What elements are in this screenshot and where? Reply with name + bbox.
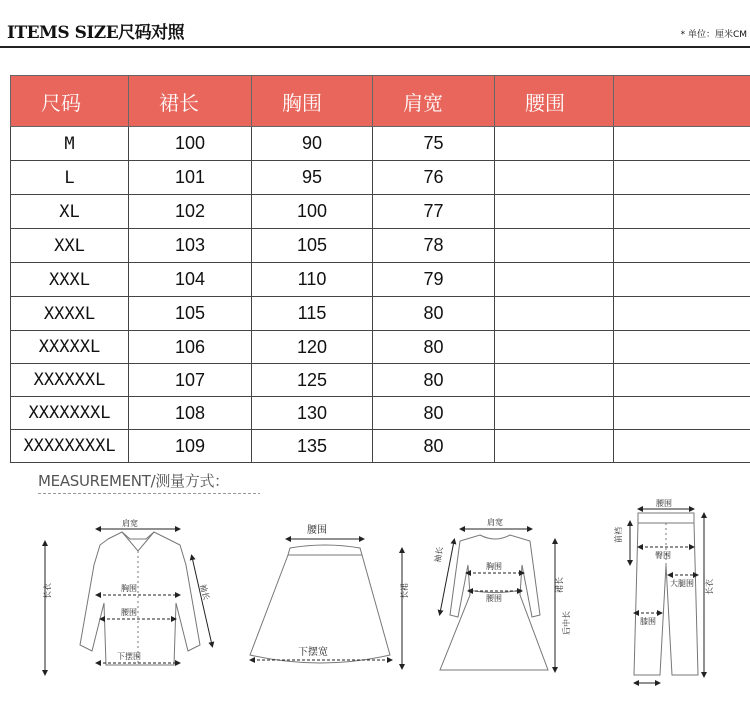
cell-chest: 115 — [252, 297, 373, 331]
cell-length: 107 — [129, 364, 252, 397]
cell-extra — [614, 127, 750, 161]
shirt-chest-label: 胸围 — [121, 584, 137, 593]
cell-chest: 110 — [252, 263, 373, 297]
table-row — [11, 263, 750, 297]
table-row — [11, 331, 750, 364]
header-waist: 腰围 — [495, 76, 614, 127]
cell-extra — [614, 397, 750, 430]
table-row — [11, 364, 750, 397]
cell-chest: 90 — [252, 127, 373, 161]
table-row — [11, 195, 750, 229]
cell-waist — [495, 297, 614, 331]
cell-shoulder: 80 — [373, 364, 495, 397]
cell-size: XXXXXL — [11, 331, 129, 364]
skirt-diagram — [250, 545, 390, 663]
cell-chest: 100 — [252, 195, 373, 229]
cell-shoulder: 80 — [373, 297, 495, 331]
cell-shoulder: 79 — [373, 263, 495, 297]
table-row — [11, 397, 750, 430]
page-title: ITEMS SIZE尺码对照 — [7, 23, 185, 43]
dress-skirt-length-label: 裙长 — [555, 577, 564, 593]
unit-note: * 单位：厘米CM — [680, 30, 747, 40]
cell-chest: 135 — [252, 430, 373, 463]
shirt-sleeve-label: 袖长 — [198, 583, 211, 601]
cell-length: 100 — [129, 127, 252, 161]
dress-back-length-label: 后中长 — [562, 611, 571, 635]
cell-waist — [495, 331, 614, 364]
cell-length: 101 — [129, 161, 252, 195]
cell-size: M — [11, 127, 129, 161]
header-divider — [0, 46, 750, 48]
cell-length: 103 — [129, 229, 252, 263]
skirt-waistband-icon — [288, 545, 362, 555]
table-header-row — [11, 76, 750, 127]
pants-length-label: 长衣 — [705, 579, 714, 595]
cell-shoulder: 76 — [373, 161, 495, 195]
dress-waist-label: 腰围 — [486, 594, 502, 603]
cell-waist — [495, 430, 614, 463]
dress-shoulder-label: 肩宽 — [487, 518, 503, 527]
cell-waist — [495, 229, 614, 263]
cell-chest: 130 — [252, 397, 373, 430]
cell-extra — [614, 364, 750, 397]
cell-extra — [614, 195, 750, 229]
table-row — [11, 297, 750, 331]
shirt-sleeve-arrow — [192, 557, 212, 645]
cell-shoulder: 75 — [373, 127, 495, 161]
table-row — [11, 430, 750, 463]
cell-length: 102 — [129, 195, 252, 229]
dress-chest-label: 胸围 — [486, 562, 502, 571]
shirt-diagram — [80, 532, 200, 665]
cell-shoulder: 77 — [373, 195, 495, 229]
cell-size: XL — [11, 195, 129, 229]
cell-size: XXXXXXXXL — [11, 430, 129, 463]
table-row — [11, 127, 750, 161]
shirt-collar-icon — [122, 532, 154, 551]
dress-sleeve-label: 袖长 — [433, 546, 445, 564]
measurement-diagrams — [0, 495, 750, 705]
shirt-length-label: 长衣 — [43, 583, 52, 599]
shirt-shoulder-label: 肩宽 — [122, 519, 138, 528]
pants-front-rise-label: 前裆 — [614, 527, 623, 543]
cell-length: 106 — [129, 331, 252, 364]
shirt-hem-label: 下摆围 — [117, 652, 141, 661]
cell-extra — [614, 297, 750, 331]
pants-waist-label: 腰围 — [656, 499, 672, 508]
skirt-waist-label: 腰围 — [307, 525, 327, 536]
cell-waist — [495, 364, 614, 397]
cell-extra — [614, 331, 750, 364]
cell-waist — [495, 127, 614, 161]
measurement-title: MEASUREMENT/测量方式： — [38, 472, 229, 490]
cell-waist — [495, 397, 614, 430]
pants-hip-label: 臀围 — [655, 551, 671, 560]
cell-extra — [614, 263, 750, 297]
size-table — [10, 75, 750, 463]
header-shoulder: 肩宽 — [373, 76, 495, 127]
cell-length: 109 — [129, 430, 252, 463]
header-size: 尺码 — [11, 76, 129, 127]
shirt-waist-label: 腰围 — [121, 608, 137, 617]
cell-extra — [614, 161, 750, 195]
cell-size: XXXXL — [11, 297, 129, 331]
cell-shoulder: 78 — [373, 229, 495, 263]
cell-waist — [495, 263, 614, 297]
cell-length: 105 — [129, 297, 252, 331]
cell-chest: 95 — [252, 161, 373, 195]
cell-size: XXXXXXL — [11, 364, 129, 397]
cell-extra — [614, 229, 750, 263]
table-row — [11, 161, 750, 195]
skirt-hem-label: 下摆宽 — [298, 647, 328, 658]
cell-shoulder: 80 — [373, 397, 495, 430]
pants-diagram — [634, 513, 698, 675]
skirt-length-label: 长裙 — [400, 583, 409, 599]
pants-knee-label: 膝围 — [640, 617, 656, 626]
measurement-divider — [38, 493, 260, 494]
pants-thigh-label: 大腿围 — [670, 579, 694, 588]
cell-extra — [614, 430, 750, 463]
cell-chest: 125 — [252, 364, 373, 397]
pants-waistband-icon — [638, 513, 694, 523]
cell-shoulder: 80 — [373, 331, 495, 364]
cell-size: XXL — [11, 229, 129, 263]
pants-outline-icon — [634, 523, 698, 675]
cell-chest: 105 — [252, 229, 373, 263]
cell-waist — [495, 195, 614, 229]
shirt-outline-icon — [80, 532, 200, 665]
cell-length: 108 — [129, 397, 252, 430]
header-extra — [614, 76, 750, 127]
cell-chest: 120 — [252, 331, 373, 364]
header-chest: 胸围 — [252, 76, 373, 127]
cell-shoulder: 80 — [373, 430, 495, 463]
cell-waist — [495, 161, 614, 195]
table-row — [11, 229, 750, 263]
cell-size: L — [11, 161, 129, 195]
cell-size: XXXXXXXL — [11, 397, 129, 430]
header-length: 裙长 — [129, 76, 252, 127]
page-header — [0, 0, 750, 44]
cell-length: 104 — [129, 263, 252, 297]
cell-size: XXXL — [11, 263, 129, 297]
